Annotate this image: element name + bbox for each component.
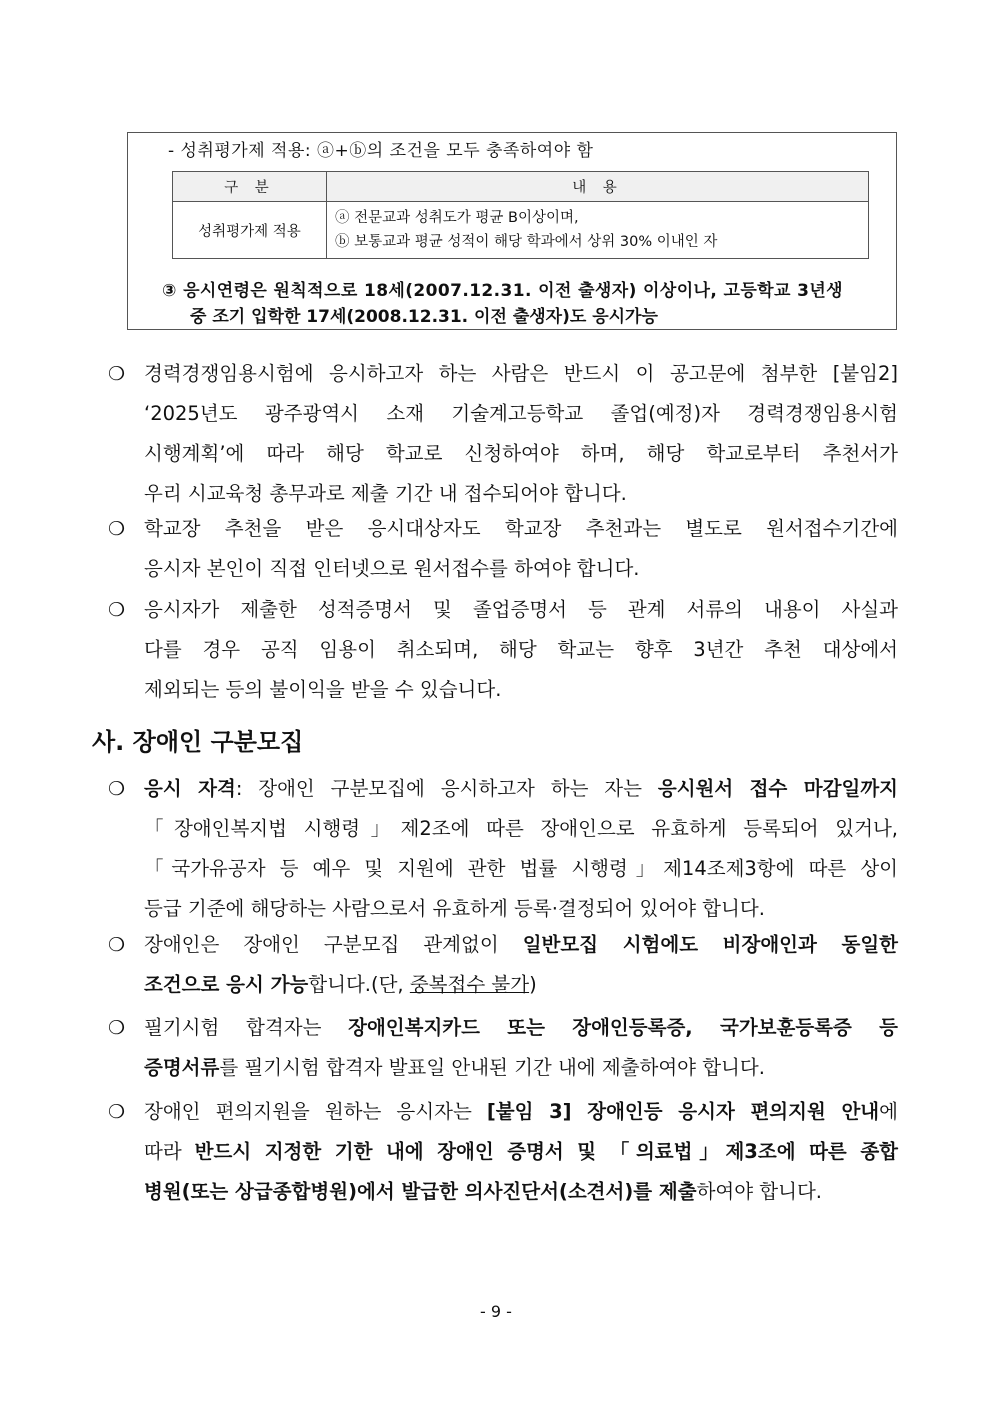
paragraph-line: 다를 경우 공직 임용이 취소되며, 해당 학교는 향후 3년간 추천 대상에서 xyxy=(144,638,898,661)
paragraph-line xyxy=(144,1008,898,1048)
bullet-icon: ❍ xyxy=(108,1101,126,1123)
header-content: 내 용 xyxy=(327,172,869,202)
criteria-subtitle: - 성취평가제 적용: ⓐ+ⓑ의 조건을 모두 충족하여야 함 xyxy=(168,141,594,161)
row-label: 성취평가제 적용 xyxy=(173,202,327,259)
section-item-general-application xyxy=(108,925,898,1005)
age-condition-line-2: 중 조기 입학한 17세(2008.12.31. 이전 출생자)도 응시가능 xyxy=(190,307,658,327)
section-item-eligibility xyxy=(108,769,898,929)
emphasis-text: 일반모집 시험에도 비장애인과 동일한 xyxy=(522,933,898,956)
plain-text: 장애인은 장애인 구분모집 관계없이 xyxy=(144,933,523,956)
plain-text: 따라 xyxy=(144,1140,195,1163)
paragraph-line xyxy=(144,1092,898,1132)
paragraph-line: 제외되는 등의 불이익을 받을 수 있습니다. xyxy=(144,678,502,701)
bullet-icon: ❍ xyxy=(108,778,126,800)
paragraph-line: ‘2025년도 광주광역시 소재 기술계고등학교 졸업(예정)자 경력경쟁임용시험 xyxy=(144,402,898,425)
emphasis-text: [붙임 3] 장애인등 응시자 편의지원 안내 xyxy=(486,1100,880,1123)
paragraph-line: 「국가유공자 등 예우 및 지원에 관한 법률 시행령」제14조제3항에 따른 상이 xyxy=(144,857,898,880)
paragraph-line: 응시자 본인이 직접 인터넷으로 원서접수를 하여야 합니다. xyxy=(144,557,640,580)
bullet-icon: ❍ xyxy=(108,518,126,540)
plain-text: 필기시험 합격자는 xyxy=(144,1016,349,1039)
emphasis-text: 응시원서 접수 마감일까지 xyxy=(657,777,898,800)
emphasis-text: 증명서류 xyxy=(144,1056,220,1079)
section-item-proof-documents xyxy=(108,1008,898,1088)
paragraph-line: 학교장 추천을 받은 응시대상자도 학교장 추천과는 별도로 원서접수기간에 xyxy=(144,517,898,540)
plain-text: 를 필기시험 합격자 발표일 안내된 기간 내에 제출하여야 합니다. xyxy=(219,1056,765,1079)
plain-text: 장애인 편의지원을 원하는 응시자는 xyxy=(144,1100,487,1123)
emphasis-text: 반드시 지정한 기한 내에 장애인 증명서 및 「의료법」제3조에 따른 종합 xyxy=(194,1140,898,1163)
paragraph-line: 「장애인복지법 시행령」제2조에 따른 장애인으로 유효하게 등록되어 있거나, xyxy=(144,817,898,840)
paragraph-line: 응시자가 제출한 성적증명서 및 졸업증명서 등 관계 서류의 내용이 사실과 xyxy=(144,598,898,621)
plain-text: 합니다.(단, xyxy=(308,973,410,996)
emphasis-text: 병원(또는 상급종합병원)에서 발급한 의사진단서(소견서)를 제출 xyxy=(144,1180,697,1203)
emphasis-text: 장애인복지카드 또는 장애인등록증, 국가보훈등록증 등 xyxy=(348,1016,898,1039)
paragraph-recommendation xyxy=(108,354,898,514)
table-header-row xyxy=(173,172,869,202)
age-condition-line-1: ③ 응시연령은 원칙적으로 18세(2007.12.31. 이전 출생자) 이상이나, 고등학교 3년생 xyxy=(162,281,843,301)
plain-text: : 장애인 구분모집에 응시하고자 하는 자는 xyxy=(235,777,658,800)
section-item-accommodation xyxy=(108,1092,898,1212)
table-row xyxy=(173,202,869,259)
paragraph-line xyxy=(144,925,898,965)
section-title: 사. 장애인 구분모집 xyxy=(92,728,304,756)
underlined-text: 중복접수 불가 xyxy=(409,973,530,996)
paragraph-line xyxy=(144,1048,898,1088)
row-content-line-1: ⓐ 전문교과 성취도가 평균 B이상이며, xyxy=(335,210,579,226)
bullet-icon: ❍ xyxy=(108,363,126,385)
paragraph-line xyxy=(144,1132,898,1172)
page-number: - 9 - xyxy=(480,1302,512,1321)
paragraph-online-application xyxy=(108,509,898,589)
bullet-icon: ❍ xyxy=(108,934,126,956)
plain-text: 하여야 합니다. xyxy=(696,1180,822,1203)
plain-text: 에 xyxy=(879,1100,898,1123)
emphasis-text: 응시 자격 xyxy=(144,777,236,800)
paragraph-line: 우리 시교육청 총무과로 제출 기간 내 접수되어야 합니다. xyxy=(144,482,627,505)
paragraph-line xyxy=(144,769,898,809)
bullet-icon: ❍ xyxy=(108,599,126,621)
row-content xyxy=(327,202,869,259)
paragraph-false-documents xyxy=(108,590,898,710)
criteria-table xyxy=(172,171,869,259)
paragraph-line xyxy=(144,965,898,1005)
header-category: 구 분 xyxy=(173,172,327,202)
paragraph-line: 등급 기준에 해당하는 사람으로서 유효하게 등록·결정되어 있어야 합니다. xyxy=(144,897,765,920)
emphasis-text: 조건으로 응시 가능 xyxy=(144,973,309,996)
paragraph-line: 경력경쟁임용시험에 응시하고자 하는 사람은 반드시 이 공고문에 첨부한 [붙임2] xyxy=(144,362,898,385)
row-content-line-2: ⓑ 보통교과 평균 성적이 해당 학과에서 상위 30% 이내인 자 xyxy=(335,234,718,250)
paragraph-line xyxy=(144,1172,898,1212)
paragraph-line: 시행계획’에 따라 해당 학교로 신청하여야 하며, 해당 학교로부터 추천서가 xyxy=(144,442,898,465)
bullet-icon: ❍ xyxy=(108,1017,126,1039)
plain-text: ) xyxy=(529,973,537,996)
